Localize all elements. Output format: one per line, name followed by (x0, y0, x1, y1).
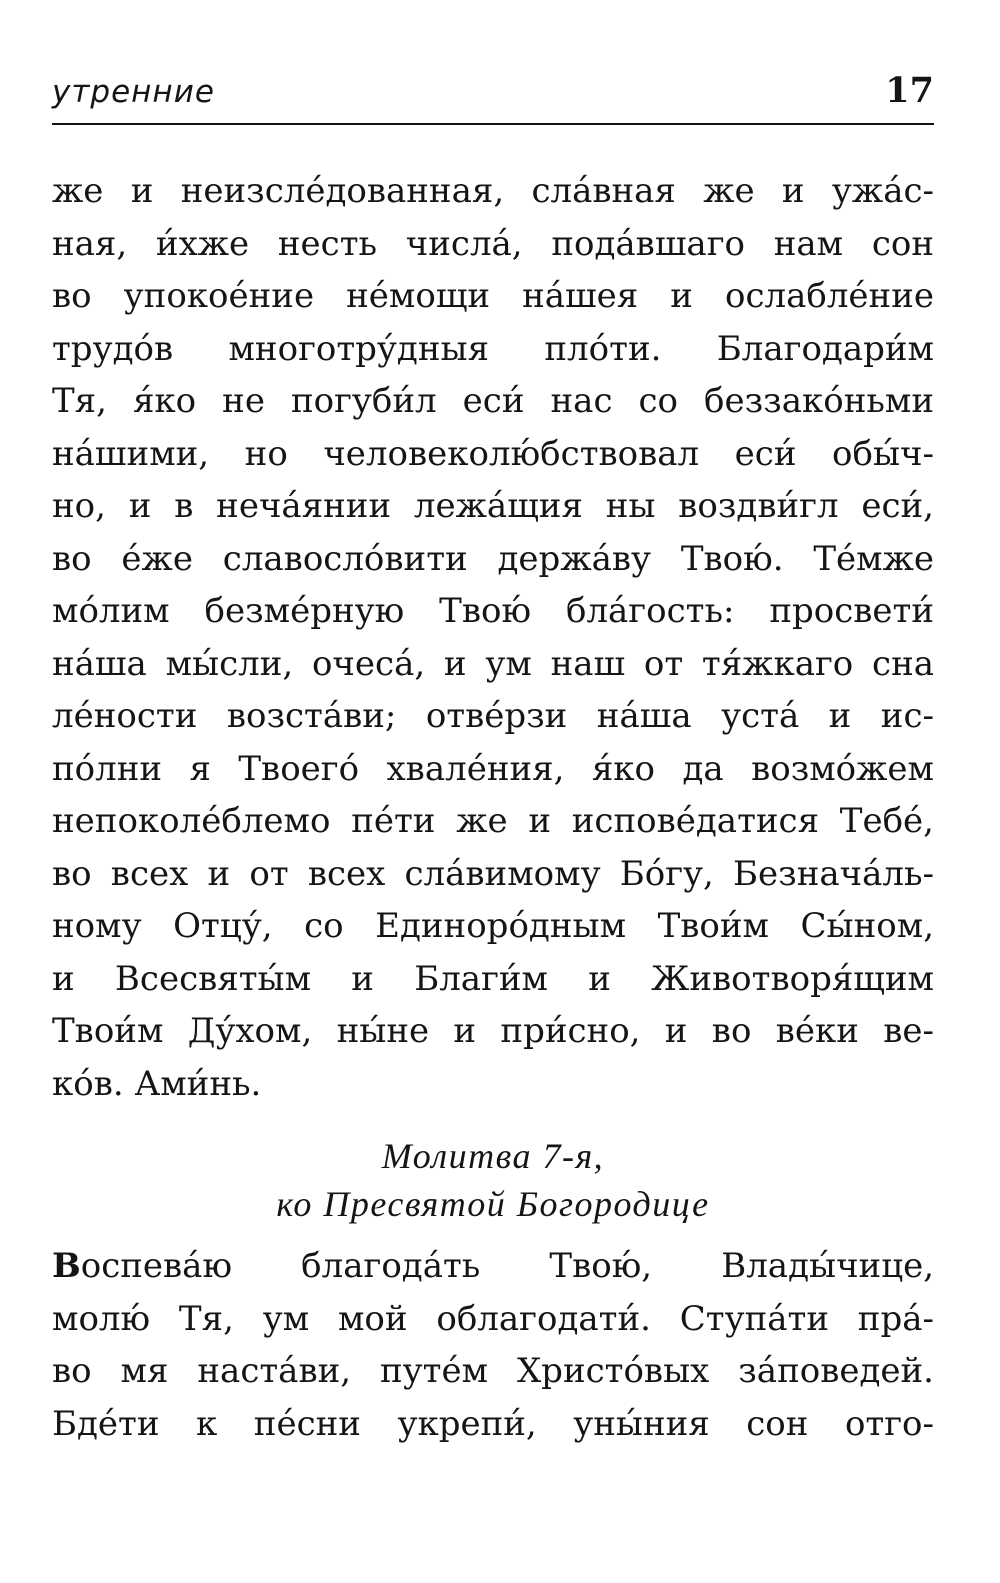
text-line: трудо́в многотру́дныя пло́ти. Благодари́м (52, 328, 934, 369)
prayer-7-heading-title: Молитва 7-я, (381, 1136, 605, 1176)
running-head-title: утренние (52, 74, 215, 110)
text-line: по́лни я Твоего́ хвале́ния, я́ко да возмо́жем (52, 748, 934, 789)
text-line: на́шими, но человеколю́бствовал еси́ обы́ч- (52, 433, 934, 474)
prayer-7-body (52, 1240, 934, 1450)
text-line: Твои́м Ду́хом, ны́не и при́сно, и во ве́ки ве- (52, 1011, 934, 1051)
prayer-6-continuation (52, 165, 934, 1110)
text-line: мо́лим безме́рную Твою́ бла́гость: просвети́ (52, 591, 934, 631)
prayer-7-heading-subtitle: ко Пресвятой Богородице (276, 1184, 710, 1224)
text-line: молю́ Тя, ум мой облагодати́. Ступа́ти пра́- (52, 1298, 934, 1339)
page-number: 17 (885, 70, 934, 111)
text-line: ле́ности возста́ви; отве́рзи на́ша уста́ и ис- (52, 696, 934, 736)
text-line: во мя наста́ви, путе́м Христо́вых за́поведей. (52, 1351, 934, 1391)
text-line: на́ша мы́сли, очеса́, и ум наш от тя́жкаго сна (52, 643, 934, 684)
text-line: во упокое́ние не́мощи на́шея и ослабле́ние (52, 276, 934, 316)
text-line: но, и в неча́янии лежа́щия ны воздви́гл еси́, (52, 486, 934, 526)
running-head (52, 72, 934, 122)
first-line-text: оспева́ю благода́ть Твою́, Влады́чице, (80, 1246, 934, 1286)
text-line-first (52, 1240, 934, 1293)
text-line: Тя, я́ко не погуби́л еси́ нас со беззако́ньми (52, 381, 934, 421)
text-line: во е́же славосло́вити держа́ву Твою́. Те́мже (52, 538, 934, 579)
text-line: Бде́ти к пе́сни укрепи́, уны́ния сон отго- (52, 1403, 934, 1444)
text-line: ная, и́хже несть числа́, пода́вшаго нам сон (52, 223, 934, 264)
text-line: и Всесвяты́м и Благи́м и Животворя́щим (52, 958, 934, 999)
text-line: во всех и от всех сла́вимому Бо́гу, Безнача́ль- (52, 853, 934, 894)
text-line: ко́в. Ами́нь. (52, 1063, 262, 1104)
text-line: ному Отцу́, со Единоро́дным Твои́м Сы́ном, (52, 906, 934, 946)
text-line: непоколе́блемо пе́ти же и испове́датися Тебе́, (52, 801, 934, 841)
text-line: же и неизсле́дованная, сла́вная же и ужа́с- (52, 171, 934, 211)
initial-letter: В (52, 1246, 81, 1286)
header-rule (52, 123, 934, 125)
